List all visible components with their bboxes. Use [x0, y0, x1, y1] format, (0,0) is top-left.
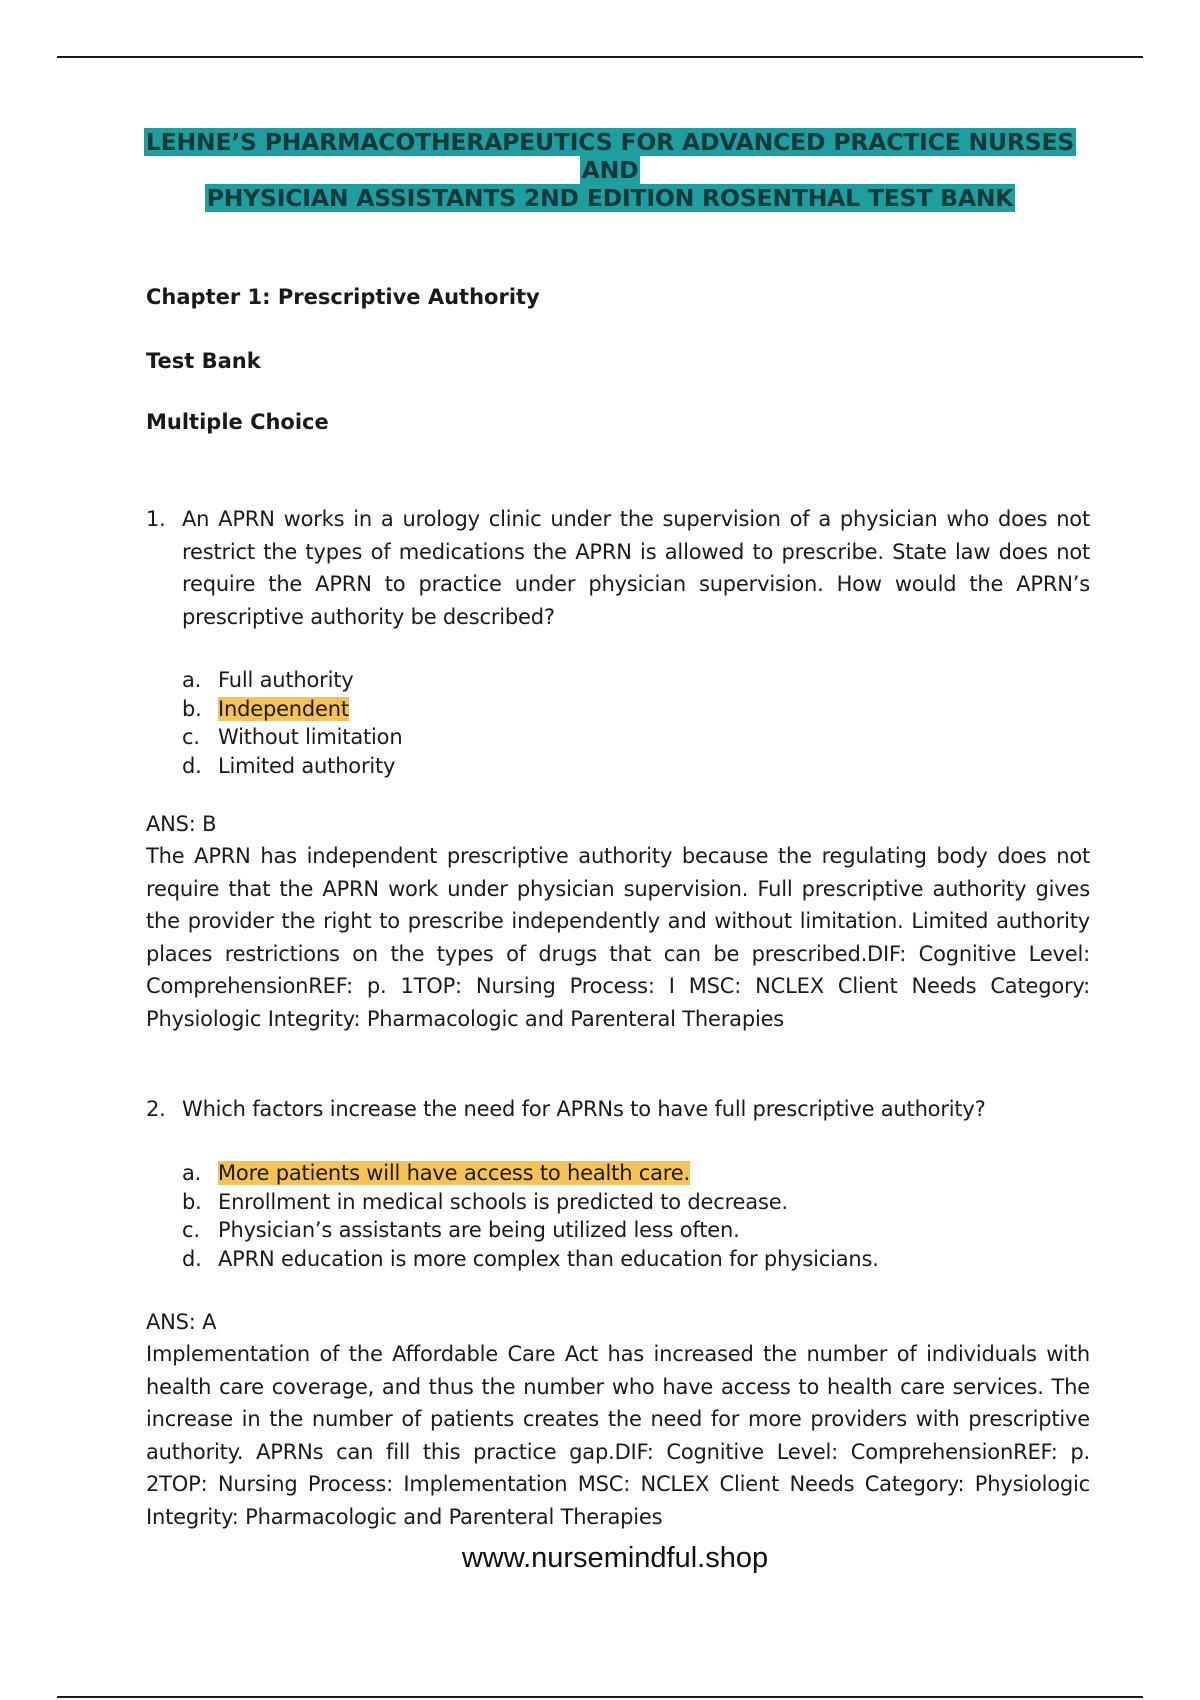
answer-rationale: The APRN has independent prescriptive authority because the regulating body does not require that the APRN work under physician supervision. Full prescriptive authority gives the provider the right to prescribe independently and without limitation. Limited authority places restrictions on the types of drugs that can be prescribed.DIF: Cognitive Level: ComprehensionREF: p. 1TOP: Nursing Process: I MSC: NCLEX Client Needs Category: Physiologic Integrity: Pharmacologic and Parenteral Therapies	[146, 844, 1090, 1031]
option-letter: d.	[182, 1246, 202, 1271]
option-c	[182, 723, 402, 752]
bottom-rule	[57, 1696, 1143, 1698]
title-line-3: PHYSICIAN ASSISTANTS 2ND EDITION ROSENTHAL TEST BANK	[206, 184, 1014, 212]
option-text: Limited authority	[218, 753, 396, 778]
option-c	[182, 1216, 879, 1245]
option-a	[182, 666, 402, 695]
question-stem: Which factors increase the need for APRNs to have full prescriptive authority?	[182, 1097, 986, 1121]
question-number: 1.	[146, 507, 166, 531]
option-text: APRN education is more complex than education for physicians.	[218, 1246, 879, 1271]
option-a	[182, 1159, 879, 1188]
title-line-1: LEHNE’S PHARMACOTHERAPEUTICS FOR ADVANCED PRACTICE NURSES	[145, 128, 1075, 156]
question-stem: An APRN works in a urology clinic under the supervision of a physician who does not restrict the types of medications the APRN is allowed to prescribe. State law does not require the APRN to practice under physician supervision. How would the APRN’s prescriptive authority be described?	[182, 507, 1090, 629]
option-letter: b.	[182, 1189, 202, 1214]
option-letter: a.	[182, 668, 202, 692]
option-d	[182, 1245, 879, 1274]
option-b	[182, 695, 402, 724]
question-2-answer	[146, 1306, 1090, 1533]
top-rule	[57, 56, 1143, 58]
section-heading: Multiple Choice	[146, 410, 329, 434]
option-letter: c.	[182, 1218, 200, 1242]
answer-label: ANS: B	[146, 812, 217, 836]
answer-rationale: Implementation of the Affordable Care Act has increased the number of individuals with health care coverage, and thus the number who have access to health care services. The increase in the number of patients creates the need for more providers with prescriptive authority. APRNs can fill this practice gap.DIF: Cognitive Level: ComprehensionREF: p. 2TOP: Nursing Process: Implementation MSC: NCLEX Client Needs Category: Physiologic Integrity: Pharmacologic and Parenteral Therapies	[146, 1342, 1090, 1529]
option-text: Enrollment in medical schools is predicted to decrease.	[218, 1189, 788, 1214]
title-line-2: AND	[581, 156, 639, 184]
question-1-answer	[146, 808, 1090, 1035]
option-letter: a.	[182, 1161, 202, 1185]
question-2-options	[182, 1159, 879, 1273]
document-title	[60, 128, 1160, 212]
option-b	[182, 1188, 879, 1217]
test-bank-heading: Test Bank	[146, 349, 261, 373]
option-d	[182, 752, 402, 781]
option-letter: d.	[182, 753, 202, 778]
option-text: Full authority	[218, 668, 354, 692]
option-text-highlighted: More patients will have access to health care.	[218, 1161, 690, 1185]
chapter-heading: Chapter 1: Prescriptive Authority	[146, 285, 540, 309]
option-text-highlighted: Independent	[218, 696, 349, 721]
option-text: Without limitation	[218, 725, 403, 749]
answer-label: ANS: A	[146, 1310, 217, 1334]
question-1	[146, 503, 1090, 633]
footer-url: www.nursemindful.shop	[461, 1542, 769, 1574]
option-letter: b.	[182, 696, 202, 721]
question-number: 2.	[146, 1097, 166, 1121]
question-2	[146, 1093, 1090, 1126]
question-1-options	[182, 666, 402, 780]
option-text: Physician’s assistants are being utilized less often.	[218, 1218, 740, 1242]
option-letter: c.	[182, 725, 200, 749]
